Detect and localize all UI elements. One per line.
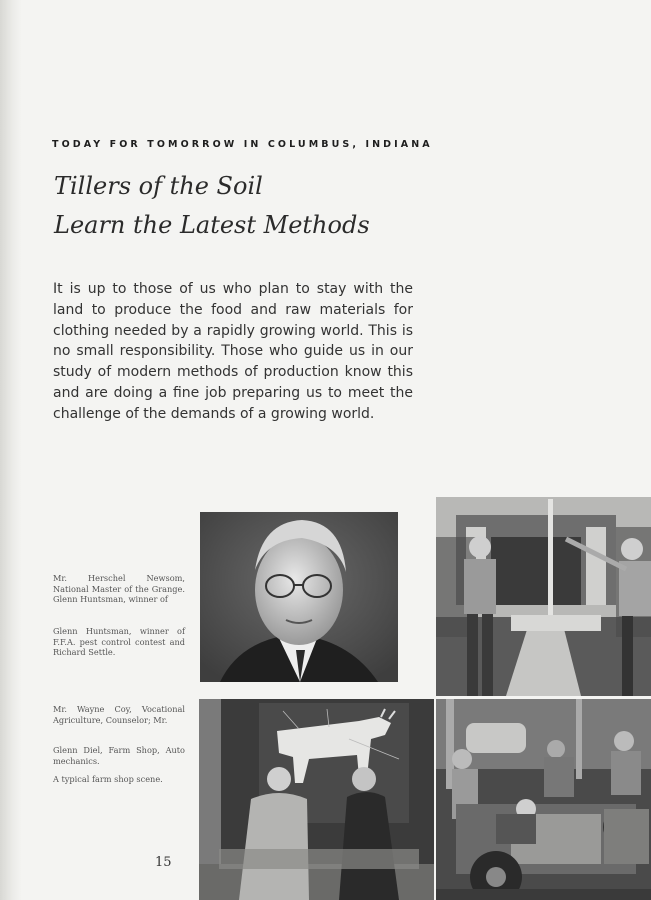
caption-coy: Mr. Wayne Coy, Vocational Agriculture, Counselor; Mr. (53, 704, 185, 725)
caption-diel: Glenn Diel, Farm Shop, Auto mechanics. (53, 745, 185, 766)
intro-paragraph: It is up to those of us who plan to stay with the land to produce the food and raw materials for clothing needed by a rapidly growing world. This is no small responsibility. Those who guide us in our study of modern methods of production know this and are doing a fine job preparing us to meet the challenge of the demands of a growing world. (53, 281, 413, 422)
cow-chart-photo (199, 699, 434, 900)
outdoor-photo (436, 497, 651, 696)
farm-shop-photo (436, 699, 651, 900)
caption-farm-shop: A typical farm shop scene. (53, 774, 163, 784)
caption-huntsman: Glenn Huntsman, winner of F.F.A. pest control contest and Richard Settle. (53, 626, 185, 657)
page-kicker: TODAY FOR TOMORROW IN COLUMBUS, INDIANA (52, 139, 433, 150)
page-title-line-1: Tillers of the Soil (54, 172, 263, 200)
page-binding-edge (0, 0, 22, 900)
page-number: 15 (155, 855, 172, 870)
caption-newsom: Mr. Herschel Newsom, National Master of the Grange. Glenn Huntsman, winner of (53, 573, 185, 604)
page-title-line-2: Learn the Latest Methods (54, 211, 370, 239)
portrait-photo (200, 512, 398, 682)
